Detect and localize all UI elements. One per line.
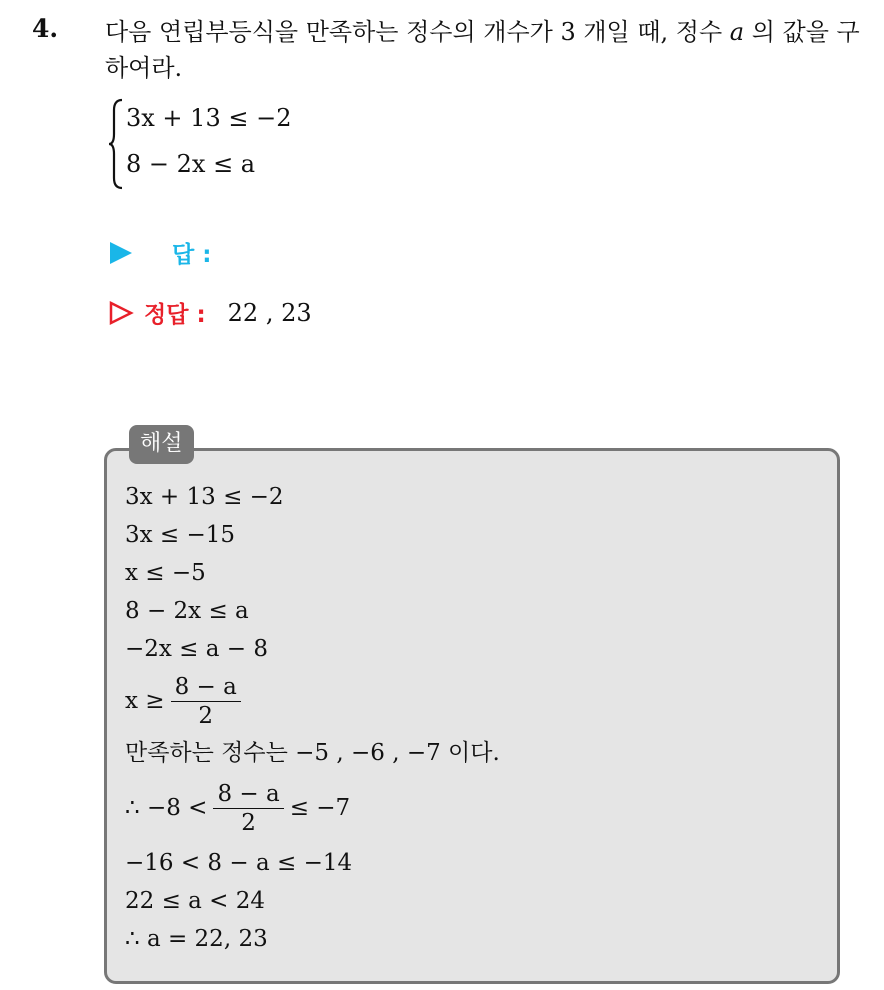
solution-line: 3x ≤ −15	[125, 522, 236, 548]
question-text	[105, 14, 875, 86]
answer-label: 답 :	[172, 242, 212, 268]
inequality-system	[108, 98, 348, 190]
fraction-suffix: ≤ −7	[289, 795, 351, 821]
solution-line: x ≤ −5	[125, 560, 206, 586]
solution-line: 8 − 2x ≤ a	[125, 598, 249, 624]
fraction-denominator: 2	[241, 809, 256, 836]
question-variable: a	[729, 18, 745, 46]
question-text-after: 의 값을 구하여라.	[105, 18, 860, 82]
question-text-before: 다음 연립부등식을 만족하는 정수의 개수가 3 개일 때, 정수	[105, 18, 730, 46]
solution-line: 3x + 13 ≤ −2	[125, 484, 284, 510]
fraction-prefix: ∴ −8 <	[125, 795, 208, 821]
fraction	[171, 673, 241, 730]
correct-answer-row	[108, 296, 312, 329]
correct-answer-value: 22 , 23	[227, 298, 312, 327]
system-line-2: 8 − 2x ≤ a	[126, 150, 256, 178]
filled-triangle-icon	[108, 240, 134, 266]
solution-lines	[125, 478, 500, 958]
fraction-prefix: x ≥	[125, 688, 165, 714]
solution-line: −16 < 8 − a ≤ −14	[125, 850, 353, 876]
outline-triangle-icon	[108, 300, 134, 326]
fraction-numerator: 8 − a	[217, 780, 280, 807]
correct-answer-label: 정답 :	[144, 302, 206, 328]
fraction	[213, 780, 283, 837]
solution-line: 22 ≤ a < 24	[125, 888, 266, 914]
solution-final-line: ∴ a = 22, 23	[125, 926, 268, 952]
question-number: 4.	[32, 14, 59, 43]
fraction-numerator: 8 − a	[174, 673, 237, 700]
system-line-1: 3x + 13 ≤ −2	[126, 104, 292, 132]
left-brace-icon	[108, 98, 124, 190]
solution-tag: 해설	[129, 425, 194, 464]
solution-integers-line: 만족하는 정수는 −5 , −6 , −7 이다.	[125, 740, 500, 766]
answer-row	[108, 236, 211, 269]
solution-fraction-line-1	[125, 668, 500, 734]
fraction-denominator: 2	[198, 702, 213, 729]
solution-line: −2x ≤ a − 8	[125, 636, 269, 662]
solution-fraction-line-2	[125, 772, 500, 844]
